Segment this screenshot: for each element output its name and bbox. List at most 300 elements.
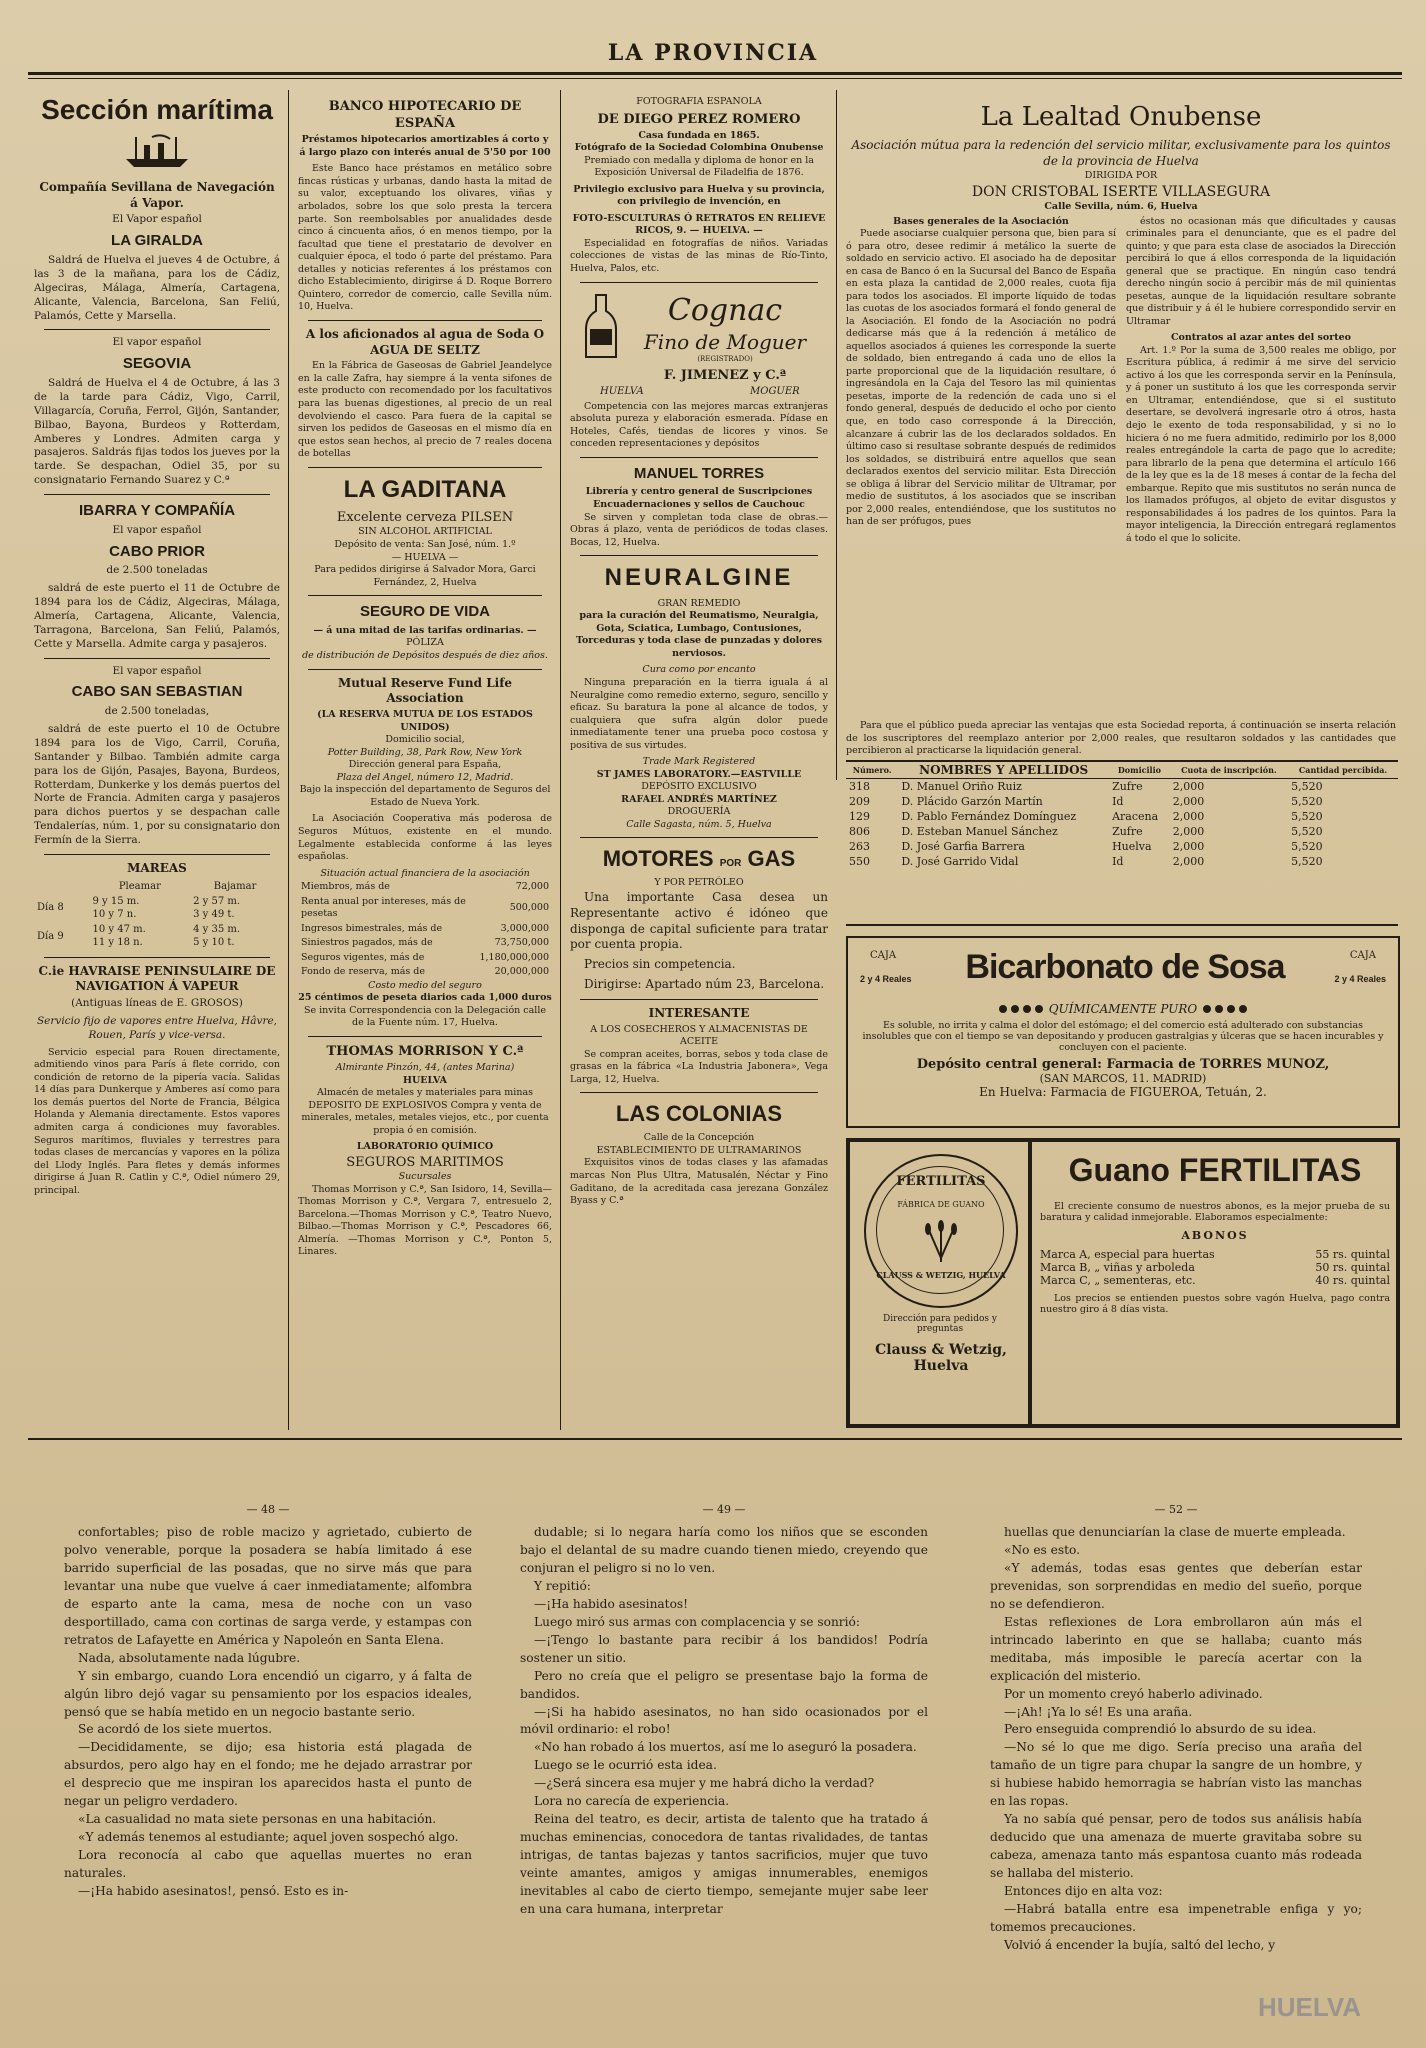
dot-icon <box>999 1005 1007 1013</box>
cell: 2,000 <box>1172 840 1205 853</box>
fund-cost2: 25 céntimos de peseta diarios cada 1,000 duros <box>298 992 552 1004</box>
cell: D. José Garrido Vidal <box>901 855 1019 868</box>
neuralgine-drog: DROGUERÍA <box>667 806 731 818</box>
masthead: LA PROVINCIA <box>607 40 819 66</box>
havraise-title: C.ie HAVRAISE PENINSULAIRE DE NAVIGATION Á VAPEUR <box>38 963 276 994</box>
table-row <box>298 936 552 951</box>
lealtad-text-c: Art. 1.º Por la suma de 3,500 reales me obligo, por Escritura pública, á redimir á me sirve del servicio activo á los que les corresponda servir en la Península, y á poner un sustituto á los que les corresponda servir en Ultramar, entendiéndose, que si el sustituto desertare, se devolverá ingresarle otro á otros, hasta dejo le exento de toda responsabilidad, y si no lo hiciera ó no me fuera admitido, redimirlo por los 8,000 reales entregándole la carta de pago que lo acredite; para librarlo de la pena que determina el artículo 166 de la ley que es la de 18 meses á contar de la fecha del embarque. Repito que mis sustitutos no serán nunca de los llamados prófugos, al objeto de evitar disgustos y responsabilidades á los padres de los quintos. Para la mayor inteligencia, la Dirección entregará reglamentos á todo el que lo solicite. <box>1126 344 1396 544</box>
interesante-title: INTERESANTE <box>648 1005 750 1020</box>
fund-value: 3,000,000 <box>500 922 549 934</box>
tide-val: 2 y 57 m. <box>193 895 241 907</box>
paragraph: Ya no sabía qué pensar, pero de todos sus análisis había deducido que una amenaza de muerte gravitaba sobre su cabeza, amenaza tanto más espantosa cuanto más rodeada se hallaba del misterio. <box>990 1812 1362 1880</box>
section-title: Sección marítima <box>41 94 273 125</box>
subscribers-table <box>846 762 1398 869</box>
foto-pre: FOTOGRAFIA ESPAÑOLA <box>636 96 762 107</box>
cabo-ship: CABO SAN SEBASTIAN <box>71 683 243 701</box>
morrison-insurance: SEGUROS MARITIMOS <box>346 1154 504 1170</box>
bicarb-caja-right: CAJA <box>1349 950 1376 961</box>
cell: 2,000 <box>1172 810 1205 823</box>
tide-table <box>34 879 280 951</box>
lealtad-dir: DIRIGIDA POR <box>1084 169 1158 181</box>
guano-abonos: ABONOS <box>1181 1229 1249 1242</box>
cell: 806 <box>849 825 870 838</box>
cell: D. José Garfia Barrera <box>901 840 1025 853</box>
table-row <box>298 951 552 966</box>
lealtad-text-b: éstos no ocasionan más que dificultades y causas criminales para el denunciante, que es el padre del quinto; y que para esta clase de asociados la Dirección percibirá lo que á ellos corresponda de la liquidación general que se practique. En ningún caso tendrá derecho ningún socio á percibir más de mil quinientas pesetas, aunque de la liquidación resultare sobrante que distribuir y á él le hubiere correspondido servir en Ultramar <box>1126 215 1396 327</box>
tide-val: 5 y 10 t. <box>193 937 235 949</box>
bicarb-caja-left: CAJA <box>870 950 897 961</box>
tide-val: 10 y 47 m. <box>92 924 146 936</box>
ibarra-tons: de 2.500 toneladas <box>106 564 208 577</box>
table-row <box>298 895 552 922</box>
foto-sub: Casa fundada en 1865. <box>638 129 760 141</box>
wheat-icon <box>918 1218 964 1264</box>
motores-text3: Dirigirse: Apartado núm 23, Barcelona. <box>584 977 825 992</box>
colonias-text: Exquisitos vinos de todas clases y las afamadas marcas Non Plus Ultra, Matusalén, Néctar y Fino Gaditano, de la acreditada casa jerezana González Byass y C.ª <box>570 1157 828 1207</box>
motores-word2: GAS <box>747 846 796 872</box>
interesante-sub: A LOS COSECHEROS Y ALMACENISTAS DE ACEITE <box>590 1023 808 1048</box>
paragraph: Reina del teatro, es decir, artista de talento que ha tratado á muchas eminencias, conocedora de tantas rivalidades, de tantas intrigas, de tantas bajezas y tantos sacrificios, mujer que tuvo veinte amantes, amigos y amigas innumerables, enemigos inevitables al cabo de cierto tiempo, semejante mujer sabe leer en una cara humana, interpretar <box>520 1812 928 1916</box>
paragraph: —¡Ha habido asesinatos! <box>534 1596 689 1611</box>
cell: 5,520 <box>1291 855 1323 868</box>
foto-sub2: Fotógrafo de la Sociedad Colombina Onubense <box>574 142 824 154</box>
paragraph: —Decididamente, se dijo; esa historia está plagada de absurdos, pero algo hay en el fondo; me he dejado arrastrar por el desprecio que me inspiran los aparecidos hasta el punto de negar un peligro verdadero. <box>64 1740 472 1809</box>
paragraph: Nada, absolutamente nada lúgubre. <box>78 1650 301 1665</box>
guano-item-label: Marca C, „ sementeras, etc. <box>1040 1274 1196 1287</box>
ibarra-title: IBARRA Y COMPAÑÍA <box>78 501 236 519</box>
cell: Aracena <box>1112 810 1159 823</box>
novel-page-52 <box>990 1502 1362 2038</box>
bicarb-reales-left: 2 y 4 Reales <box>860 974 912 984</box>
neuralgine-name: RAFAEL ANDRÉS MARTÍNEZ <box>621 793 777 805</box>
paragraph: —¡Ha habido asesinatos!, pensó. Esto es in- <box>78 1883 349 1898</box>
fund-value: 500,000 <box>509 901 549 913</box>
tide-head-low: Bajamar <box>213 880 257 892</box>
column-rule-1 <box>288 90 289 1430</box>
paragraph: Y sin embargo, cuando Lora encendió un cigarro, y á falta de algún libro dejó vagar su pensamiento por los espacios ideales, pensó que se había metido en un negocio bastante serio. <box>64 1668 472 1719</box>
tide-head-high: Pleamar <box>118 880 161 892</box>
tide-day: Día 9 <box>37 930 64 942</box>
paragraph: Se acordó de los siete muertos. <box>78 1722 273 1737</box>
vida-sub: — á una mitad de las tarifas ordinarias. — <box>313 624 537 636</box>
lealtad-contratos: Contratos al azar antes del sorteo <box>1170 332 1352 344</box>
guano-precios: Los precios se entienden puestos sobre vagón Huelva, pago contra nuestro giro á 8 días vista. <box>1040 1293 1390 1315</box>
paragraph: —Habrá batalla entre esa impenetrable enfiga y yo; tomemos precauciones. <box>990 1901 1362 1934</box>
paragraph: confortables; piso de roble macizo y agrietado, cubierto de polvo venerable, porque la posadera se había limitado á ese barrido superficial de las posadas, que no sirve más que para levantar una nube que vuelve á caer inmediatamente; alfombra de esparto ante la cama, mesa de noche con un vaso desportillado, cama con cortinas de sarga verde, y estampas con retratos de Lafayette en América y Napoleón en Santa Elena. <box>64 1525 472 1647</box>
colonias-title: LAS COLONIAS <box>615 1101 783 1127</box>
cell: Zufre <box>1112 825 1143 838</box>
cell: 2,000 <box>1172 855 1205 868</box>
column-lealtad <box>840 96 1402 780</box>
table-row <box>298 922 552 937</box>
fund-value: 1,180,000,000 <box>479 951 549 963</box>
page-number: — 52 — <box>1154 1503 1198 1516</box>
lealtad-address: Calle Sevilla, núm. 6, Huelva <box>1044 200 1198 212</box>
ship2-text: Saldrá de Huelva el 4 de Octubre, á las 3 de la tarde para Cádiz, Vigo, Carril, Villagarcía, Coruña, Ferrol, Gijón, Santander, Bilbao, Bayona, Burdeos y Rotterdam, Amberes y Londres. Admiten carga y pasajeros. Saldrás fijas todos los jueves por la tarde. Se despachan, Odiel 35, por su consignatario Fernando Suarez y C.ª <box>34 377 280 487</box>
divider <box>44 494 270 495</box>
morrison-list: Thomas Morrison y C.ª, San Isidoro, 14, Sevilla—Thomas Morrison y C.ª, Vergara 7, entresuelo 2, Barcelona.—Thomas Morrison y C.ª, Teatro Nuevo, Bilbao.—Thomas Morrison y C.ª, Pescadores 66, Almería. —Thomas Morrison y C.ª, Ponton 5, Linares. <box>298 1183 552 1258</box>
cognac-huelva: HUELVA <box>600 385 644 397</box>
watermark: HUELVA <box>1258 1992 1362 2022</box>
havraise-text: Servicio especial para Rouen directamente, admitiendo vinos para París á flete corrido, con condición de retorno de la pipería vacía. Salidas 14 días para Dunkerque y Amberes así como para los demás puertos del Norte de Francia, Bélgica Holanda y Alemania directamente. Estos vapores admiten carga á condiciones muy favorables. Seguros marítimos, fluviales y terrestres para todas clases de mercancías y vapores en la póliza del Llody Inglés. Para fletes y demás informes dirigirse á Juan R. Catlin y C.ª, Odiel número 29, principal. <box>34 1046 280 1196</box>
cell: Zufre <box>1112 780 1143 793</box>
gaditana-deposit: Depósito de venta: San José, núm. 1.º <box>334 539 516 551</box>
page-number: — 49 — <box>702 1503 746 1516</box>
th-fee: Cuota de inscripción. <box>1181 765 1277 775</box>
foto-text2: Especialidad en fotografías de niños. Variadas colecciones de vistas de las minas de Río-Tinto, Huelva, Palos, etc. <box>570 237 828 274</box>
morrison-city: HUELVA <box>402 1074 448 1086</box>
lealtad-sub: Asociación mútua para la redención del servicio militar, exclusivamente para los quintos de la provincia de Huelva <box>851 138 1391 169</box>
gaditana-orders: Para pedidos dirigirse á Salvador Mora, Garci Fernández, 2, Huelva <box>314 564 536 588</box>
morrison-address: Almirante Pinzón, 44, (antes Marina) <box>335 1062 515 1074</box>
fund-value: 73,750,000 <box>494 937 549 949</box>
gaditana-sub: Excelente cerveza PILSEN <box>336 510 514 526</box>
cell: 2,000 <box>1172 825 1205 838</box>
th-received: Cantidad percibida. <box>1298 765 1388 775</box>
divider <box>44 957 270 958</box>
divider <box>580 282 818 283</box>
guano-item-label: Marca B, „ viñas y arboleda <box>1040 1261 1195 1274</box>
foto-title: DE DIEGO PEREZ ROMERO <box>597 111 801 127</box>
neuralgine-title: NEURALGINE <box>604 564 794 592</box>
paragraph: Lora no carecía de experiencia. <box>534 1794 730 1809</box>
ibarra-text: saldrá de este puerto el 11 de Octubre de 1894 para los de Cádiz, Algeciras, Málaga, Almería, Cartagena, Alicante, Valencia, Tarragona, Barcelona, San Feliú, Palamós, Cette y Marsella. Admite carga y pasajeros. <box>34 582 280 650</box>
paragraph: Estas reflexiones de Lora embrollaron aún más el intrincado laberinto en que se hallaba; cuanto más meditaba, más imposible le parecía acertar con la explicación del misterio. <box>990 1614 1362 1683</box>
fund-value: 72,000 <box>515 881 549 893</box>
lealtad-text-d: Para que el público pueda apreciar las ventajas que esta Sociedad reporta, á continuación se inserta relación de los suscriptores del reemplazo anterior por 2,000 reales, que resultaron soldados y las cantidades que percibieron al practicarse la liquidación general. <box>846 720 1396 757</box>
banco-title: BANCO HIPOTECARIO DE ESPAÑA <box>328 99 522 132</box>
guano-dir: Dirección para pedidos y preguntas <box>883 1314 997 1334</box>
guano-item-price: 55 rs. quintal <box>1315 1248 1390 1261</box>
gaditana-sub2: SIN ALCOHOL ARTIFICIAL <box>358 526 492 538</box>
table-row <box>846 839 1398 854</box>
lealtad-col-b <box>1126 216 1396 550</box>
divider <box>44 329 270 330</box>
motores-sub: Y POR PETRÓLEO <box>654 877 744 889</box>
guano-ad <box>846 1138 1400 1428</box>
cell: D. Manuel Oriño Ruiz <box>901 780 1022 793</box>
fund-label: Ingresos bimestrales, más de <box>301 922 443 934</box>
paragraph: «Y además, todas esas gentes que deberían estar prevenidas, son sorprendidas en medio del sueño, porque no se defendieron. <box>990 1561 1362 1611</box>
tide-row <box>34 922 280 950</box>
table-row <box>846 824 1398 839</box>
torres-text: Se sirven y completan toda clase de obras.—Obras á plazo, venta de periódicos de todas clases. Bocas, 12, Huelva. <box>570 511 828 548</box>
cell: 5,520 <box>1291 810 1323 823</box>
paragraph: Volvió á encender la bujía, saltó del lecho, y <box>1004 1937 1276 1952</box>
fund-label: Siniestros pagados, más de <box>301 937 433 949</box>
lealtad-body <box>846 216 1396 550</box>
guano-item-label: Marca A, especial para huertas <box>1040 1248 1215 1261</box>
torres-sub: Librería y centro general de Suscripciones <box>585 486 813 498</box>
fund-label: Seguros vigentes, más de <box>301 951 425 963</box>
fund-situation: Situación actual financiera de la asociación <box>320 867 530 879</box>
ship1-name: LA GIRALDA <box>111 232 203 250</box>
interesante-text: Se compran aceites, borras, sebos y toda clase de grasas en la fábrica «La Industria Jabonera», Vega Larga, 12, Huelva. <box>570 1048 828 1085</box>
havraise-service: Servicio fijo de vapores entre Huelva, Hâvre, Rouen, París y vice-versa. <box>36 1015 278 1041</box>
masthead-rule-thin <box>28 78 1402 79</box>
dot-icon <box>1035 1005 1043 1013</box>
cell: D. Plácido Garzón Martín <box>901 795 1043 808</box>
cell: Id <box>1112 855 1124 868</box>
guano-content <box>1040 1152 1390 1319</box>
foto-privilege: Privilegio exclusivo para Huelva y su provincia, con privilegio de invención, en <box>573 183 825 208</box>
paragraph: «Y además tenemos al estudiante; aquel joven sospechó algo. <box>78 1830 459 1845</box>
neuralgine-dep: DEPÓSITO EXCLUSIVO <box>641 781 757 793</box>
guano-text: El creciente consumo de nuestros abonos, es la mejor prueba de su baratura y calidad inmejorable. Elaboramos especialmente: <box>1040 1201 1390 1223</box>
paragraph: Luego miró sus armas con complacencia y se sonrió: <box>534 1614 860 1629</box>
ship1-pre: El Vapor español <box>112 213 202 226</box>
bicarb-deposit: Depósito central general: Farmacia de TORRES MUNOZ, <box>916 1057 1330 1072</box>
tide-val: 9 y 15 m. <box>92 895 140 907</box>
fund-sub: (LA RESERVA MUTUA DE LOS ESTADOS UNIDOS) <box>317 709 533 733</box>
fund-dir2: Plaza del Angel, número 12, Madrid. <box>336 771 514 783</box>
neuralgine-cura: Cura como por encanto <box>642 664 756 676</box>
cell: Huelva <box>1112 840 1152 853</box>
soda-text: En la Fábrica de Gaseosas de Gabriel Jeandelyce en la calle Zafra, hay siempre á la venta sifones de este producto con recomendado por los facultativos para las buenas digestiones, al precio de un real devolviendo el casco. Para fuera de la capital se sirven los pedidos de Gaseosas en el mismo día en que estos sean hechos, al precio de 7 reales docena de botellas <box>298 360 552 460</box>
novel-page-48 <box>64 1502 472 2038</box>
fund-dir: Dirección general para España, <box>348 759 502 771</box>
ship-icon <box>34 133 280 176</box>
cognac-firm: F. JIMENEZ y C.ª <box>663 367 787 383</box>
lealtad-bases: Bases generales de la Asociación <box>893 215 1069 227</box>
page-number: — 48 — <box>246 1503 290 1516</box>
dot-icon <box>1203 1005 1211 1013</box>
divider <box>308 320 542 321</box>
table-row <box>298 880 552 895</box>
cabo-tons: de 2.500 toneladas, <box>104 705 210 718</box>
list-item <box>1040 1248 1390 1261</box>
paragraph: Entonces dijo en alta voz: <box>1004 1883 1163 1898</box>
morrison-branches: Sucursales <box>398 1170 452 1182</box>
banco-sub: Préstamos hipotecarios amortizables á corto y á largo plazo con interés anual de 5'50 por 100 <box>299 134 551 158</box>
gaditana-city: — HUELVA — <box>391 551 459 563</box>
lealtad-col-a <box>846 216 1116 550</box>
lealtad-text-a: Puede asociarse cualquier persona que, bien para sí ó para otro, desee redimir á metálico la suerte de soldado en servicio activo. El asociado ha de depositar en casa de Banco ó en la Sucursal del Banco de España en esta plaza la cantidad de 2,000 reales, cuota fija para todos los asociados. El importe líquido de todas las cuotas de los asociados formará el fondo general de la Asociación. El fondo de la Asociación no podrá dedicarse más que á la redención á metálico de aquellos asociados á quienes les corresponde la suerte de soldado, bien entregando á cada uno de ellos la parte proporcional que de la liquidación resultare, ó ingresándola en la Caja del Tesoro las mil quinientas pesetas, importe de la redención de cada uno si el fondo general, después de deducido el ocho por ciento que, en todo caso corresponde á la Dirección, alcanzare á cubrir las de los declarados soldados. En último caso si resultase sobrante después de redimidos los soldados, se distribuirá entre aquellos que sean declarados exentos del servicio militar. Esta Dirección se obliga á librar del Servicio militar de Ultramar, por medio de sustitutos, á los asociados que se inscriban por 2,000 reales, entendiéndose, que los sustitutos no han de ser prófugos, pues <box>846 228 1116 528</box>
table-row <box>846 779 1398 795</box>
divider <box>580 999 818 1000</box>
subscribers-table-box <box>846 760 1398 926</box>
colonias-sub: Calle de la Concepción <box>643 1132 755 1144</box>
divider <box>308 1036 542 1037</box>
paragraph: «No es esto. <box>1004 1543 1081 1558</box>
dot-icon <box>1215 1005 1223 1013</box>
divider <box>580 1092 818 1093</box>
th-domicile: Domicilio <box>1117 765 1161 775</box>
motores-word1: MOTORES <box>602 846 714 872</box>
foto-relief: FOTO-ESCULTURAS Ó RETRATOS EN RELIEVE <box>572 212 826 224</box>
dot-icon <box>1023 1005 1031 1013</box>
cell: D. Esteban Manuel Sánchez <box>901 825 1058 838</box>
column-rule-2 <box>560 90 561 1430</box>
ship2-name: SEGOVIA <box>122 355 192 373</box>
tide-val: 4 y 35 m. <box>193 924 241 936</box>
fund-dom: Domicilio social, <box>385 734 465 746</box>
neuralgine-tm: Trade Mark Registered <box>642 756 756 768</box>
vida-dist: de distribución de Depósitos después de diez años. <box>302 650 548 661</box>
th-name: NOMBRES Y APELLIDOS <box>919 763 1089 777</box>
table-header <box>846 762 1398 779</box>
cognac-text: Competencia con las mejores marcas extranjeras absoluta pureza y elaboración esmerada. Pídase en Hoteles, Cafés, tiendas de licores y vinos. Se conceden representaciones y depósitos <box>570 400 828 450</box>
dot-icon <box>1011 1005 1019 1013</box>
divider <box>580 555 818 556</box>
paragraph: «No han robado á los muertos, así me lo aseguró la posadera. <box>534 1740 917 1755</box>
table-row <box>846 854 1398 869</box>
cognac-reg: (REGISTRADO) <box>697 354 753 363</box>
guano-item-price: 40 rs. quintal <box>1315 1274 1390 1287</box>
fund-address: Potter Building, 38, Park Row, New York <box>327 746 523 758</box>
cell: D. Pablo Fernández Domínguez <box>901 810 1077 823</box>
motores-text: Una importante Casa desea un Representante activo é idóneo que disponga de capital suficiente para tratar por cuenta propia. <box>570 889 828 952</box>
guano-title: Guano FERTILITAS <box>1068 1152 1362 1188</box>
paragraph: —No sé lo que me digo. Sería preciso una araña del tamaño de un tigre para chupar la sangre de un hombre, y si hubiese habido hemorragia se habrían visto las manchas en las ropas. <box>990 1740 1362 1809</box>
mareas-title: MAREAS <box>127 860 187 875</box>
paragraph: Lora reconocía al cabo que aquellas muertes no eran naturales. <box>64 1848 472 1880</box>
morrison-title: THOMAS MORRISON Y C.ª <box>326 1043 524 1059</box>
masthead-rule <box>28 72 1402 75</box>
dot-icon <box>1227 1005 1235 1013</box>
soda-title: A los aficionados al agua de Soda O AGUA DE SELTZ <box>305 326 545 357</box>
section-bottom-rule <box>28 1438 1402 1440</box>
fund-label: Miembros, más de <box>301 881 390 893</box>
cell: 5,520 <box>1291 825 1323 838</box>
cognac-moguer: MOGUER <box>750 385 800 397</box>
tide-val: 10 y 7 n. <box>92 909 137 921</box>
cell: 318 <box>849 780 870 793</box>
cell: 2,000 <box>1172 795 1205 808</box>
banco-text: Este Banco hace préstamos en metálico sobre fincas rústicas y urbanas, dando hasta la mitad de su valor, exceptuando los olivares, viñas y arbolados, sobre los que solo presta la tercera parte. Son reembolsables por anualidades desde cinco á cincuenta años, ó en menos tiempo, por la facultad que tiene el prestatario de devolver en cualquier época, el todo ó parte del préstamo. Para detalles y noticias referentes á los préstamos con dicho Establecimiento, dirigirse á D. Roque Borrero Quintero, corredor de comercio, calle Sevilla núm. 10, Huelva. <box>298 163 552 313</box>
novel-page-49 <box>520 1502 928 2038</box>
seal-bottom: CLAUSS & WETZIG, HUELVA <box>876 1270 1006 1280</box>
morrison-lab: LABORATORIO QUÍMICO <box>356 1141 494 1153</box>
bicarb-sub: QUÍMICAMENTE PURO <box>1048 1002 1198 1016</box>
motores-title <box>570 844 828 873</box>
fertilitas-seal <box>864 1154 1018 1308</box>
fund-text: La Asociación Cooperativa más poderosa de Seguros Mútuos, existente en el mundo. Legalmente establecida conforme á las leyes españolas. <box>298 813 552 863</box>
paragraph: Luego se le ocurrió esta idea. <box>534 1758 717 1773</box>
vida-poliza: PÓLIZA <box>406 637 444 649</box>
paragraph: —¡Tengo lo bastante para recibir á los bandidos! Podría sostener un sitio. <box>520 1632 928 1665</box>
table-row <box>846 809 1398 824</box>
divider <box>44 854 270 855</box>
cell: Id <box>1112 795 1124 808</box>
neuralgine-address: Calle Sagasta, núm. 5, Huelva <box>626 818 772 830</box>
paragraph: Pero no creía que el peligro se presentase bajo la forma de bandidos. <box>520 1668 928 1701</box>
seal-mid: FÁBRICA DE GUANO <box>897 1200 985 1209</box>
paragraph: huellas que denunciarían la clase de muerte empleada. <box>1004 1525 1346 1540</box>
lealtad-intro <box>840 720 1402 760</box>
tide-val: 11 y 18 n. <box>92 937 143 949</box>
divider <box>580 457 818 458</box>
bicarbonato-ad <box>846 936 1400 1128</box>
ibarra-pre: El vapor español <box>112 523 202 536</box>
lealtad-title: La Lealtad Onubense <box>980 102 1262 132</box>
lealtad-director: DON CRISTOBAL ISERTE VILLASEGURA <box>971 183 1271 200</box>
neuralgine-text: para la curación del Reumatismo, Neuralgia, Gota, Sciatica, Lumbago, Contusiones, Torceduras y toda clase de punzadas y dolores nerviosos. <box>575 610 823 659</box>
divider <box>308 467 542 468</box>
morrison-text: Almacén de metales y materiales para minas DEPOSITO DE EXPLOSIVOS Compra y venta de minerales, metales, metales viejos, etc., por cuenta propia ó en comisión. <box>301 1087 549 1136</box>
cabo-text: saldrá de este puerto el 10 de Octubre 1894 para los de Vigo, Carril, Coruña, Santander y Bilbao. También admite carga para los de Gijón, Pasajes, Bayona, Burdeos, Rotterdam, Dunkerke y los demás puertos del Norte de Francia. Admiten carga y pasajeros para dichos puertos y se despachan calle Tendalerías, núm. 1, por su consignatario don Fermín de la Sierra. <box>34 723 280 846</box>
divider <box>44 658 270 659</box>
tide-val: 3 y 49 t. <box>193 909 235 921</box>
neuralgine-lab: ST JAMES LABORATORY.—EASTVILLE <box>596 768 802 780</box>
guano-divider <box>1028 1142 1032 1424</box>
bicarb-title: Bicarbonato de Sosa <box>965 948 1285 986</box>
cognac-brand: Cognac <box>667 292 783 328</box>
divider <box>580 837 818 838</box>
fund-label: Renta anual por intereses, más de pesetas <box>301 895 466 920</box>
dot-icon <box>1239 1005 1247 1013</box>
paragraph: —¿Será sincera esa mujer y me habrá dicho la verdad? <box>534 1776 875 1791</box>
bicarb-reales-right: 2 y 4 Reales <box>1334 974 1386 984</box>
guano-item-price: 50 rs. quintal <box>1315 1261 1390 1274</box>
ibarra-ship: CABO PRIOR <box>109 542 205 560</box>
motores-text2: Precios sin competencia. <box>584 957 736 972</box>
cell: 5,520 <box>1291 840 1323 853</box>
cell: 550 <box>849 855 870 868</box>
table-row <box>298 965 552 980</box>
colonias-sub2: ESTABLECIMIENTO DE ULTRAMARINOS <box>596 1144 802 1156</box>
cell: 209 <box>849 795 870 808</box>
seal-top: FERTILITAS <box>896 1174 986 1189</box>
cognac-sub: Fino de Moguer <box>643 329 807 354</box>
paragraph: Pero enseguida comprendió lo absurdo de su idea. <box>1004 1722 1317 1737</box>
list-item <box>1040 1274 1390 1287</box>
divider <box>308 595 542 596</box>
paragraph: «La casualidad no mata siete personas en una habitación. <box>78 1812 437 1827</box>
foto-text: Premiado con medalla y diploma de honor en la Exposición Universal de Filadelfia de 1876. <box>584 154 814 179</box>
cabo-pre: El vapor español <box>112 664 202 677</box>
foto-address: RICOS, 9. — HUELVA. — <box>635 225 763 237</box>
vida-title: SEGURO DE VIDA <box>359 603 491 621</box>
cell: 2,000 <box>1172 780 1205 793</box>
bicarb-deposit2: (SAN MARCOS, 11. MADRID) <box>1039 1072 1207 1085</box>
column-maritime <box>28 92 286 1432</box>
paragraph: Por un momento creyó haberlo adivinado. <box>1004 1686 1263 1701</box>
tide-day: Día 8 <box>37 902 64 914</box>
ship1-text: Saldrá de Huelva el jueves 4 de Octubre, á las 3 de la mañana, para los de Cádiz, Algeciras, Málaga, Almería, Cartagena, Alicante, Valencia, Barcelona, San Feliú, Palamós, Cette y Marsella. <box>34 254 280 322</box>
bicarb-header <box>860 944 1386 1002</box>
bicarb-text: Es soluble, no irrita y calma el dolor del estómago; el del comercio está adulterado con substancias insolubles que con el tiempo se van depositando y producen gastralgias y úlceras que se hacen incurables y concluyen con el paciente. <box>862 1020 1384 1053</box>
havraise-sub: (Antiguas líneas de E. GROSOS) <box>71 997 243 1010</box>
divider <box>308 669 542 670</box>
paragraph: dudable; si lo negara haría como los niños que se esconden bajo el delantal de su madre cuando tienen miedo, creyendo que conjuran el peligro si no lo ven. <box>520 1525 928 1576</box>
company-name: Compañía Sevillana de Navegación á Vapor. <box>39 179 275 210</box>
neuralgine-text2: Ninguna preparación en la tierra iguala á al Neuralgine como remedio externo, seguro, sencillo y eficaz. Su baratura la pone al alcance de todos, y cualquiera que sufra algún dolor puede inmediatamente tener una prueba poco costosa y positiva de sus virtudes. <box>570 676 828 751</box>
column-rule-3 <box>836 90 837 780</box>
cell: 263 <box>849 840 870 853</box>
neuralgine-sub: GRAN REMEDIO <box>657 597 741 609</box>
paragraph: Y repitió: <box>534 1578 591 1593</box>
bicarb-sub-row <box>860 1002 1386 1016</box>
cognac-logo <box>570 289 828 401</box>
fund-value: 20,000,000 <box>494 966 549 978</box>
paragraph: —¡Si ha habido asesinatos, no han sido ocasionados por el móvil ordinario: el robo! <box>520 1704 928 1737</box>
bicarb-huelva: En Huelva: Farmacia de FIGUEROA, Tetuán, 2. <box>979 1085 1267 1099</box>
cell: 5,520 <box>1291 795 1323 808</box>
motores-por: POR <box>719 858 742 870</box>
column-ads-3 <box>564 96 834 1430</box>
tide-row <box>34 894 280 922</box>
torres-title: MANUEL TORRES <box>633 464 765 482</box>
column-ads-2 <box>292 96 558 1430</box>
bottle-icon <box>580 293 622 361</box>
fund-table <box>298 880 552 980</box>
fund-cost: Costo medio del seguro <box>368 979 482 991</box>
guano-firm: Clauss & Wetzig, Huelva <box>875 1342 1007 1374</box>
fund-title: Mutual Reserve Fund Life Association <box>337 675 512 706</box>
fund-correspondence: Se invita Correspondencia con la Delegación calle de la Fuente núm. 17, Huelva. <box>303 1004 546 1029</box>
ship2-pre: El vapor español <box>112 336 202 349</box>
